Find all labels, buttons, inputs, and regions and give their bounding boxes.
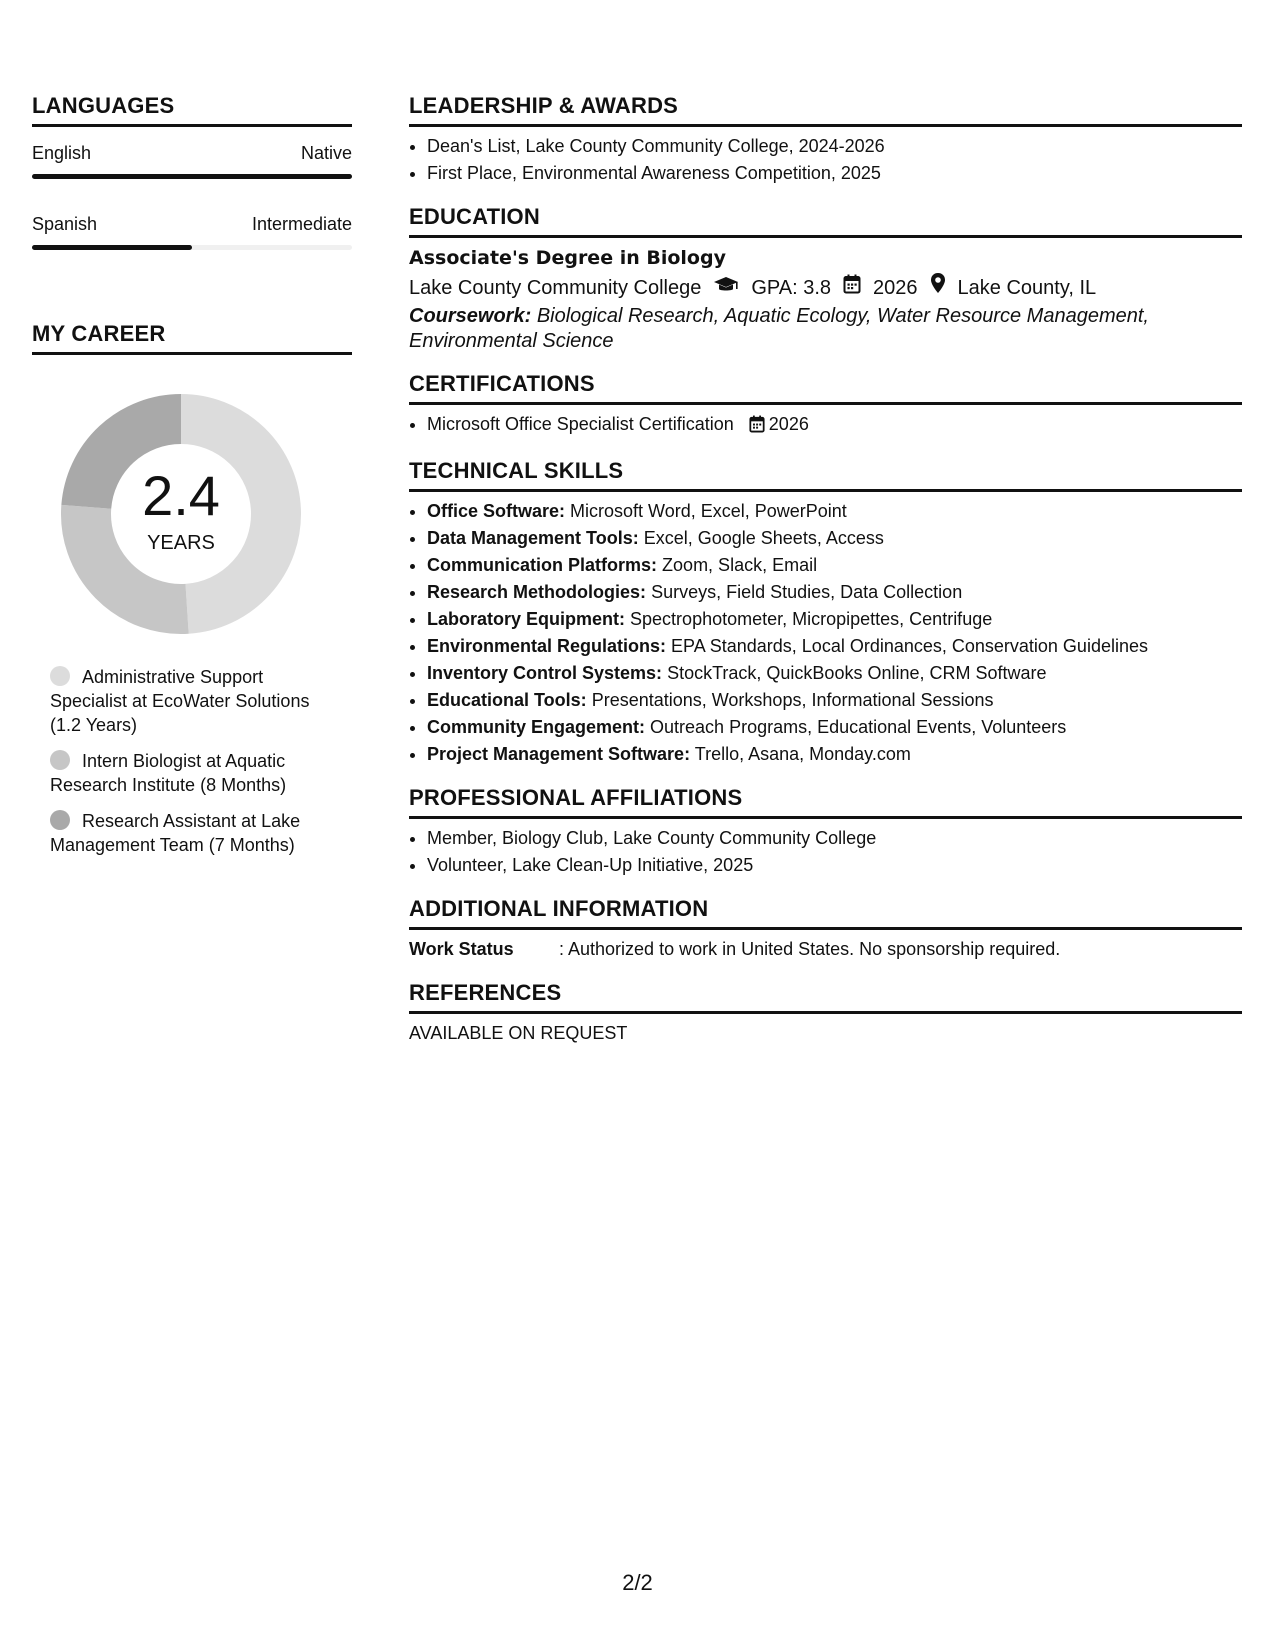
certifications-section xyxy=(409,370,1242,441)
legend-item xyxy=(50,665,340,737)
leadership-list xyxy=(409,133,1242,187)
career-section xyxy=(32,320,352,857)
skills-section xyxy=(409,457,1242,768)
career-total-years: 2.4 xyxy=(142,464,220,527)
list-item xyxy=(427,411,1242,441)
graduation-cap-icon xyxy=(713,273,739,304)
legend-item xyxy=(50,809,340,857)
certification-name: Microsoft Office Specialist Certification xyxy=(427,414,734,434)
leadership-title: LEADERSHIP & AWARDS xyxy=(409,92,1242,127)
career-title: MY CAREER xyxy=(32,320,352,355)
references-section xyxy=(409,979,1242,1047)
list-item: • First Place, Environmental Awareness Competition, 2025 xyxy=(427,160,1242,187)
language-item-spanish xyxy=(32,212,352,250)
affiliations-list xyxy=(409,825,1242,879)
legend-dot xyxy=(50,666,70,686)
skill-value: Outreach Programs, Educational Events, Volunteers xyxy=(650,717,1067,737)
list-item: • Volunteer, Lake Clean-Up Initiative, 2025 xyxy=(427,852,1242,879)
skills-title: TECHNICAL SKILLS xyxy=(409,457,1242,492)
skill-value: Trello, Asana, Monday.com xyxy=(694,744,911,764)
certifications-title: CERTIFICATIONS xyxy=(409,370,1242,405)
gpa: GPA: 3.8 xyxy=(751,276,832,299)
legend-label: Intern Biologist at Aquatic Research Institute (8 Months) xyxy=(50,751,287,795)
work-status-value: : Authorized to work in United States. No sponsorship required. xyxy=(559,939,1061,959)
legend-label: Administrative Support Specialist at EcoWater Solutions (1.2 Years) xyxy=(50,667,310,735)
education-details xyxy=(409,272,1242,304)
language-item-english xyxy=(32,141,352,179)
graduation-year: 2026 xyxy=(873,276,918,299)
language-bar xyxy=(32,174,352,179)
left-column xyxy=(32,92,352,869)
page-number: 2/2 xyxy=(622,1570,653,1595)
work-status-label: Work Status xyxy=(409,939,514,959)
skill-value: StockTrack, QuickBooks Online, CRM Software xyxy=(667,663,1047,683)
career-total-unit: YEARS xyxy=(147,532,215,554)
legend-dot xyxy=(50,810,70,830)
list-item xyxy=(427,633,1242,660)
language-name: English xyxy=(32,143,92,163)
career-donut-chart xyxy=(56,389,306,639)
education-title: EDUCATION xyxy=(409,203,1242,238)
affiliations-title: PROFESSIONAL AFFILIATIONS xyxy=(409,784,1242,819)
list-item xyxy=(427,660,1242,687)
skill-value: Surveys, Field Studies, Data Collection xyxy=(651,582,963,602)
references-text: AVAILABLE ON REQUEST xyxy=(409,1023,628,1043)
coursework-label: Coursework: xyxy=(409,305,532,327)
language-level: Intermediate xyxy=(251,214,352,234)
references-title: REFERENCES xyxy=(409,979,1242,1014)
list-item xyxy=(427,606,1242,633)
certifications-list xyxy=(409,411,1242,441)
education-section xyxy=(409,203,1242,354)
skill-value: Spectrophotometer, Micropipettes, Centrifuge xyxy=(630,609,993,629)
list-item xyxy=(427,687,1242,714)
school-location: Lake County, IL xyxy=(957,276,1097,299)
school-name: Lake County Community College xyxy=(409,276,702,299)
legend-dot xyxy=(50,750,70,770)
skill-label: Laboratory Equipment: xyxy=(427,609,626,629)
skill-label: Environmental Regulations: xyxy=(427,636,667,656)
language-level: Native xyxy=(300,143,352,163)
list-item: • Dean's List, Lake County Community College, 2024-2026 xyxy=(427,133,1242,160)
skill-label: Inventory Control Systems: xyxy=(427,663,663,683)
skill-value: Excel, Google Sheets, Access xyxy=(643,528,884,548)
skills-list xyxy=(409,498,1242,768)
location-pin-icon xyxy=(930,272,946,304)
list-item: • Member, Biology Club, Lake County Community College xyxy=(427,825,1242,852)
language-bar-fill xyxy=(32,174,352,179)
list-item xyxy=(427,525,1242,552)
skill-label: Research Methodologies: xyxy=(427,582,647,602)
calendar-icon xyxy=(843,273,861,304)
leadership-section xyxy=(409,92,1242,187)
languages-title: LANGUAGES xyxy=(32,92,352,127)
right-column xyxy=(409,92,1242,1063)
degree-title: Associate's Degree in Biology xyxy=(409,247,726,269)
list-item xyxy=(427,552,1242,579)
coursework xyxy=(409,304,1242,354)
list-item xyxy=(427,579,1242,606)
coursework-list: Biological Research, Aquatic Ecology, Water Resource Management, Environmental Science xyxy=(409,305,1149,352)
skill-label: Data Management Tools: xyxy=(427,528,639,548)
additional-section xyxy=(409,895,1242,963)
work-status-row xyxy=(409,936,1242,963)
donut-center xyxy=(56,464,306,555)
list-item xyxy=(427,498,1242,525)
career-legend xyxy=(50,665,340,857)
certification-year: 2026 xyxy=(768,414,809,434)
language-bar-fill xyxy=(32,245,192,250)
affiliations-section xyxy=(409,784,1242,879)
additional-title: ADDITIONAL INFORMATION xyxy=(409,895,1242,930)
list-item xyxy=(427,741,1242,768)
legend-label: Research Assistant at Lake Management Team (7 Months) xyxy=(50,811,301,855)
skill-label: Project Management Software: xyxy=(427,744,691,764)
skill-value: Microsoft Word, Excel, PowerPoint xyxy=(570,501,847,521)
list-item xyxy=(427,714,1242,741)
skill-value: Presentations, Workshops, Informational Sessions xyxy=(591,690,994,710)
calendar-icon xyxy=(749,414,765,441)
skill-label: Community Engagement: xyxy=(427,717,646,737)
skill-value: EPA Standards, Local Ordinances, Conservation Guidelines xyxy=(671,636,1148,656)
skill-value: Zoom, Slack, Email xyxy=(662,555,818,575)
skill-label: Office Software: xyxy=(427,501,566,521)
skill-label: Educational Tools: xyxy=(427,690,587,710)
language-bar xyxy=(32,245,352,250)
language-name: Spanish xyxy=(32,214,98,234)
skill-label: Communication Platforms: xyxy=(427,555,658,575)
legend-item xyxy=(50,749,340,797)
